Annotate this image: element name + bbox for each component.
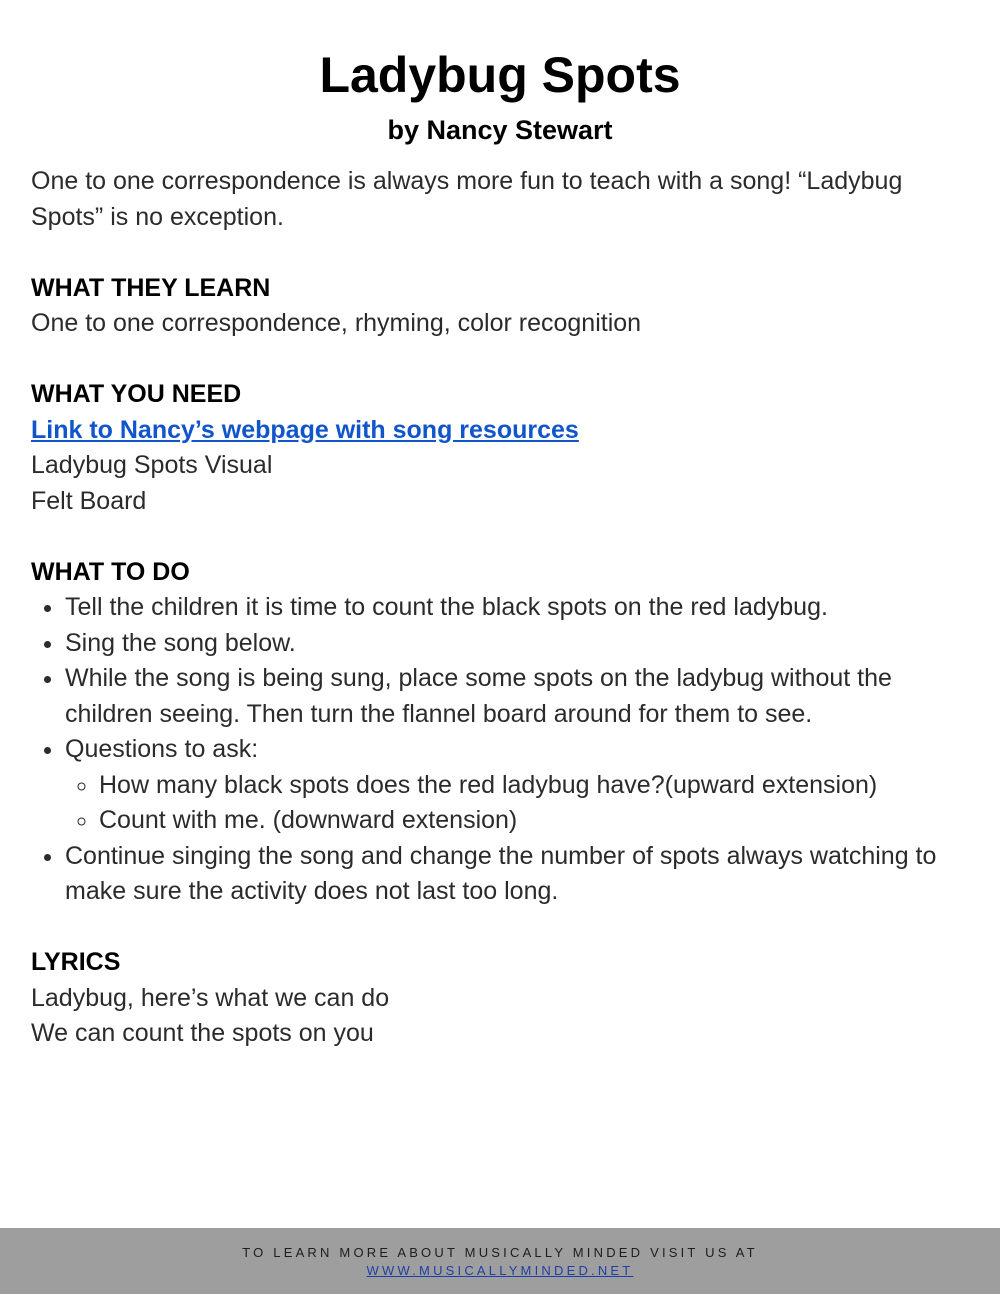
lyrics-heading: LYRICS <box>31 948 121 976</box>
need-heading: WHAT YOU NEED <box>31 380 242 408</box>
todo-heading: WHAT TO DO <box>31 557 190 586</box>
need-item-visual: Ladybug Spots Visual <box>31 451 273 479</box>
footer-website-link[interactable]: WWW.MUSICALLYMINDED.NET <box>366 1263 634 1278</box>
spacer <box>31 342 971 378</box>
spacer <box>31 910 971 946</box>
learn-text: One to one correspondence, rhyming, color recognition <box>31 309 642 337</box>
page-title: Ladybug Spots <box>319 47 681 103</box>
song-resources-link[interactable]: Link to Nancy’s webpage with song resources <box>31 415 579 444</box>
list-item: • Continue singing the song and change the number of spots always watching to make sure the activity does not last too long. <box>65 839 971 910</box>
list-item: • While the song is being sung, place some spots on the ladybug without the children seeing. Then turn the flannel board around for them to see. <box>65 661 971 732</box>
page-subtitle: by Nancy Stewart <box>387 115 613 145</box>
list-item: • Tell the children it is time to count the black spots on the red ladybug. <box>65 590 971 626</box>
learn-heading: WHAT THEY LEARN <box>31 273 271 302</box>
intro-paragraph: One to one correspondence is always more fun to teach with a song! “Ladybug Spots” is no exception. <box>31 167 903 231</box>
list-item <box>65 732 971 839</box>
list-item: • Sing the song below. <box>65 626 971 662</box>
spacer <box>31 519 971 555</box>
sub-list-item: ◦ How many black spots does the red ladybug have?(upward extension) <box>99 768 971 804</box>
footer-text: TO LEARN MORE ABOUT MUSICALLY MINDED VISIT US AT <box>242 1245 758 1260</box>
sub-list-item: ◦ Count with me. (downward extension) <box>99 803 971 839</box>
lyrics-line: Ladybug, here’s what we can do <box>31 983 390 1012</box>
questions-label: Questions to ask: <box>65 735 259 763</box>
need-item-felt-board: Felt Board <box>31 486 147 515</box>
footer-bar <box>0 1228 1000 1294</box>
lyrics-line: We can count the spots on you <box>31 1019 374 1047</box>
todo-list <box>31 590 971 910</box>
spacer <box>31 235 971 271</box>
questions-sublist <box>65 768 971 839</box>
document-body <box>31 164 971 1052</box>
